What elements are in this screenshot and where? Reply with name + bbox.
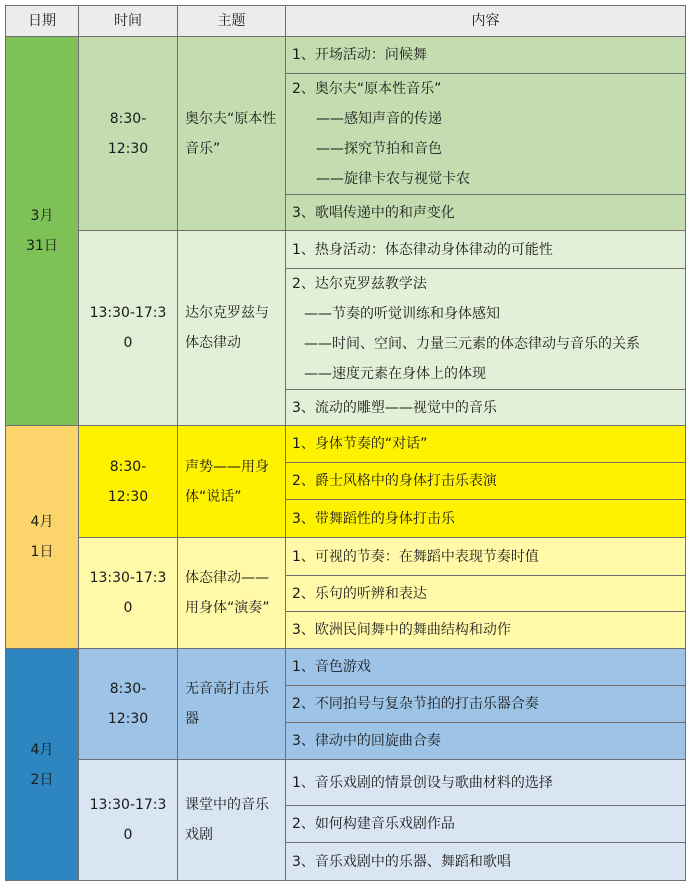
date-cell (6, 37, 79, 426)
time-end: 12:30 (107, 711, 149, 727)
content-item: 2、如何构建音乐戏剧作品 (292, 815, 455, 832)
content-item: 3、歌唱传递中的和声变化 (292, 204, 455, 221)
content-cell (286, 463, 686, 500)
content-item: 3、欧洲民间舞中的舞曲结构和动作 (292, 621, 511, 638)
content-item: 1、热身活动：体态律动身体律动的可能性 (292, 241, 553, 258)
content-cell (286, 538, 686, 576)
date-month: 4月 (30, 514, 54, 530)
content-item: 2、乐句的听辨和表达 (292, 585, 427, 602)
time-end: 0 (123, 827, 133, 843)
content-cell (286, 843, 686, 881)
content-subitem: ——探究节拍和音色 (316, 141, 442, 157)
topic-cell: 体态律动——用身体“演奏” (178, 538, 286, 649)
header-time: 时间 (79, 6, 178, 37)
content-cell (286, 426, 686, 463)
content-item: 3、律动中的回旋曲合奏 (292, 732, 441, 749)
time-start: 8:30- (109, 681, 147, 697)
time-end: 0 (123, 335, 133, 351)
content-item: 1、开场活动：问候舞 (292, 46, 427, 63)
date-cell (6, 649, 79, 881)
time-cell (79, 649, 178, 760)
content-item: 2、爵士风格中的身体打击乐表演 (292, 472, 497, 489)
content-subitem: ——速度元素在身体上的体现 (304, 366, 486, 382)
time-start: 13:30-17:3 (89, 797, 167, 813)
content-item: 1、音乐戏剧的情景创设与歌曲材料的选择 (292, 774, 553, 791)
content-subitem: ——节奏的听觉训练和身体感知 (304, 306, 500, 322)
date-month: 3月 (30, 208, 54, 224)
content-cell (286, 195, 686, 231)
time-cell (79, 538, 178, 649)
content-item: 3、音乐戏剧中的乐器、舞蹈和歌唱 (292, 853, 511, 870)
table-row (6, 538, 686, 576)
time-start: 8:30- (109, 458, 147, 475)
content-cell (286, 231, 686, 269)
topic-cell: 无音高打击乐器 (178, 649, 286, 760)
content-cell (286, 37, 686, 74)
time-end: 0 (123, 600, 133, 616)
content-cell (286, 723, 686, 760)
time-cell (79, 426, 178, 538)
content-cell (286, 686, 686, 723)
topic-cell: 奥尔夫“原本性音乐” (178, 37, 286, 231)
time-end: 12:30 (107, 488, 149, 505)
table-row (6, 231, 686, 269)
content-subitem: ——旋律卡农与视觉卡农 (316, 171, 470, 187)
content-cell (286, 500, 686, 538)
time-start: 13:30-17:3 (89, 305, 167, 321)
topic-cell: 课堂中的音乐戏剧 (178, 760, 286, 881)
content-item: 2、不同拍号与复杂节拍的打击乐器合奏 (292, 695, 539, 712)
topic-cell: 达尔克罗兹与体态律动 (178, 231, 286, 426)
content-cell (286, 612, 686, 649)
date-day: 2日 (30, 771, 54, 788)
date-month: 4月 (30, 741, 54, 758)
content-cell (286, 269, 686, 390)
time-start: 8:30- (109, 110, 147, 127)
content-cell (286, 390, 686, 426)
content-subitem: ——感知声音的传递 (316, 111, 442, 127)
header-row (6, 6, 686, 37)
time-start: 13:30-17:3 (89, 570, 167, 586)
content-item: 1、音色游戏 (292, 658, 371, 675)
date-day: 31日 (26, 238, 58, 254)
time-end: 12:30 (107, 140, 149, 157)
content-item: 1、身体节奏的“对话” (292, 435, 428, 452)
time-cell (79, 37, 178, 231)
content-cell (286, 806, 686, 843)
header-topic: 主题 (178, 6, 286, 37)
content-cell (286, 576, 686, 612)
date-day: 1日 (30, 544, 54, 560)
table-row (6, 760, 686, 806)
table-row (6, 37, 686, 74)
content-item: 2、达尔克罗兹教学法 (292, 276, 427, 292)
header-content: 内容 (286, 6, 686, 37)
table-row (6, 649, 686, 686)
topic-cell: 声势——用身体“说话” (178, 426, 286, 538)
content-cell (286, 760, 686, 806)
time-cell (79, 760, 178, 881)
header-date: 日期 (6, 6, 79, 37)
content-item: 3、带舞蹈性的身体打击乐 (292, 510, 455, 527)
table-row (6, 426, 686, 463)
date-cell (6, 426, 79, 649)
schedule-table (5, 5, 686, 881)
content-cell (286, 649, 686, 686)
content-item: 2、奥尔夫“原本性音乐” (292, 81, 442, 97)
content-cell (286, 74, 686, 195)
content-item: 1、可视的节奏：在舞蹈中表现节奏时值 (292, 548, 539, 565)
content-item: 3、流动的雕塑——视觉中的音乐 (292, 399, 497, 416)
content-subitem: ——时间、空间、力量三元素的体态律动与音乐的关系 (304, 336, 640, 352)
time-cell (79, 231, 178, 426)
